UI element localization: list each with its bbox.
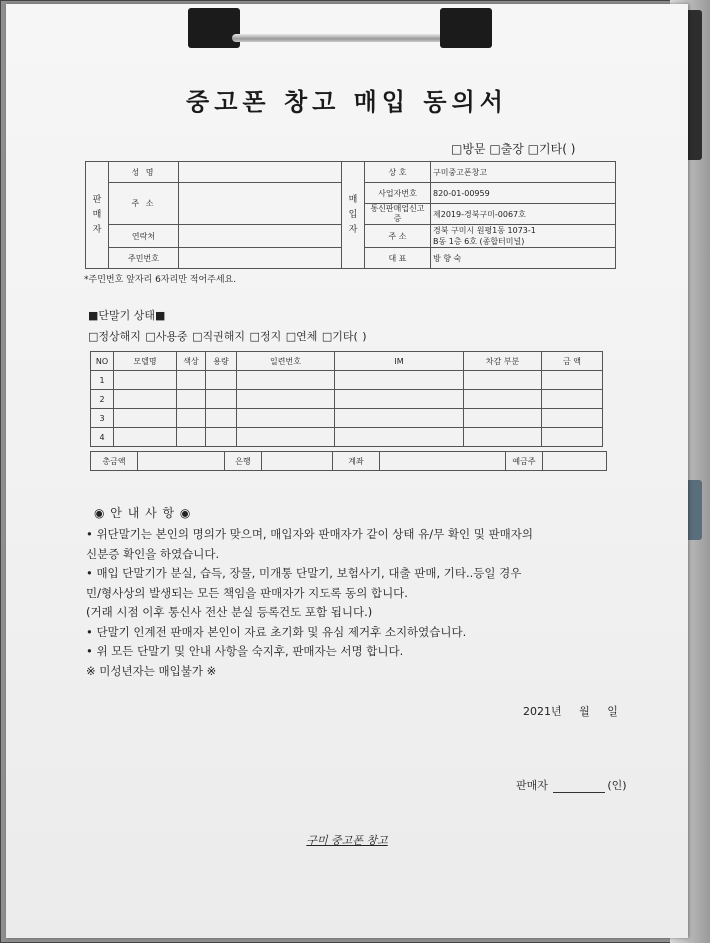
account-label: 계좌 — [333, 452, 380, 471]
seller-id-field[interactable] — [179, 248, 342, 269]
guide-line: ※ 미성년자는 매입불가 ※ — [86, 663, 217, 678]
signature-field[interactable] — [553, 780, 605, 793]
document-title: 중고폰 창고 매입 동의서 — [186, 87, 508, 116]
visit-type-checkboxes: □방문 □출장 □기타( ) — [451, 142, 576, 156]
column-header: NO — [91, 352, 114, 371]
device-table-header — [91, 352, 603, 371]
guide-title: ◉ 안 내 사 항 ◉ — [94, 506, 192, 520]
buyer-business-number: 820-01-00959 — [431, 183, 616, 204]
seal-mark: (인) — [607, 779, 627, 792]
buyer-ecommerce-number: 제2019-경북구미-0067호 — [431, 204, 616, 225]
guide-text — [86, 525, 626, 681]
column-header: IM — [335, 352, 464, 371]
payment-table — [90, 451, 607, 471]
guide-line: • 위 모든 단말기 및 안내 사항을 숙지후, 판매자는 서명 합니다. — [86, 644, 404, 658]
seller-phone-field[interactable] — [179, 225, 342, 248]
guide-line: 신분증 확인을 하였습니다. — [86, 546, 220, 561]
total-amount-label: 총금액 — [91, 452, 138, 471]
account-holder-label: 예금주 — [506, 452, 543, 471]
table-row: 4 — [91, 428, 603, 447]
device-status-options: □정상해지 □사용중 □직권해지 □정지 □연체 □기타( ) — [88, 330, 367, 343]
seller-address-field[interactable] — [179, 183, 342, 225]
buyer-field-label: 상 호 — [365, 162, 431, 183]
column-header: 금 액 — [542, 352, 603, 371]
signature-label: 판매자 — [516, 779, 548, 792]
column-header: 차감 부분 — [464, 352, 542, 371]
document-page — [6, 4, 688, 938]
bank-label: 은행 — [225, 452, 262, 471]
id-number-note: *주민번호 앞자리 6자리만 적어주세요. — [84, 275, 237, 285]
buyer-field-label: 대 표 — [365, 248, 431, 269]
guide-line: • 위단말기는 본인의 명의가 맞으며, 매입자와 판매자가 같이 상태 유/무 확인 및 판매자의 — [86, 527, 533, 541]
seller-signature — [516, 777, 627, 793]
column-header: 색상 — [177, 352, 206, 371]
guide-line: • 단말기 인계전 판매자 본인이 자료 초기화 및 유심 제거후 소지하였습니다. — [86, 624, 467, 639]
column-header: 모델명 — [114, 352, 177, 371]
buyer-field-label: 사업자번호 — [365, 183, 431, 204]
seller-phone-label: 연락처 — [109, 225, 179, 248]
seller-name-field[interactable] — [179, 162, 342, 183]
date-day: 일 — [607, 705, 618, 718]
table-row: 2 — [91, 390, 603, 409]
buyer-field-label: 주 소 — [365, 225, 431, 248]
device-status-title: ■단말기 상태■ — [88, 309, 166, 322]
signing-date — [523, 703, 618, 719]
table-row: 1 — [91, 371, 603, 390]
total-amount-field[interactable] — [138, 452, 225, 471]
buyer-address: 경북 구미시 원평1동 1073-1 B동 1층 6호 (종합터미널) — [431, 225, 616, 248]
buyer-field-label: 통신판매업신고증 — [365, 204, 431, 225]
account-field[interactable] — [380, 452, 506, 471]
bank-field[interactable] — [262, 452, 333, 471]
account-holder-field[interactable] — [543, 452, 607, 471]
guide-line: 민/형사상의 발생되는 모든 책임을 판매자가 지도록 동의 합니다. — [86, 585, 408, 600]
seller-section-label: 판 매 자 — [86, 162, 109, 269]
column-header: 일련번호 — [237, 352, 335, 371]
buyer-business-name: 구미중고폰창고 — [431, 162, 616, 183]
seller-id-label: 주민번호 — [109, 248, 179, 269]
buyer-section-label: 매 입 자 — [342, 162, 365, 269]
store-footer: 구미 중고폰 창고 — [306, 834, 388, 847]
buyer-representative: 방 향 숙 — [431, 248, 616, 269]
guide-line: (거래 시점 이후 통신사 전산 분실 등록건도 포함 됩니다.) — [86, 605, 373, 619]
column-header: 용량 — [206, 352, 237, 371]
device-table — [90, 351, 603, 447]
date-year: 2021년 — [523, 705, 562, 718]
table-row: 3 — [91, 409, 603, 428]
clipboard-clip — [188, 8, 492, 54]
guide-line: • 매입 단말기가 분실, 습득, 장물, 미개통 단말기, 보험사기, 대출 판매, 기타..등일 경우 — [86, 566, 522, 580]
party-info-table — [85, 161, 616, 269]
seller-address-label: 주 소 — [109, 183, 179, 225]
seller-name-label: 성 명 — [109, 162, 179, 183]
date-month: 월 — [579, 705, 590, 718]
